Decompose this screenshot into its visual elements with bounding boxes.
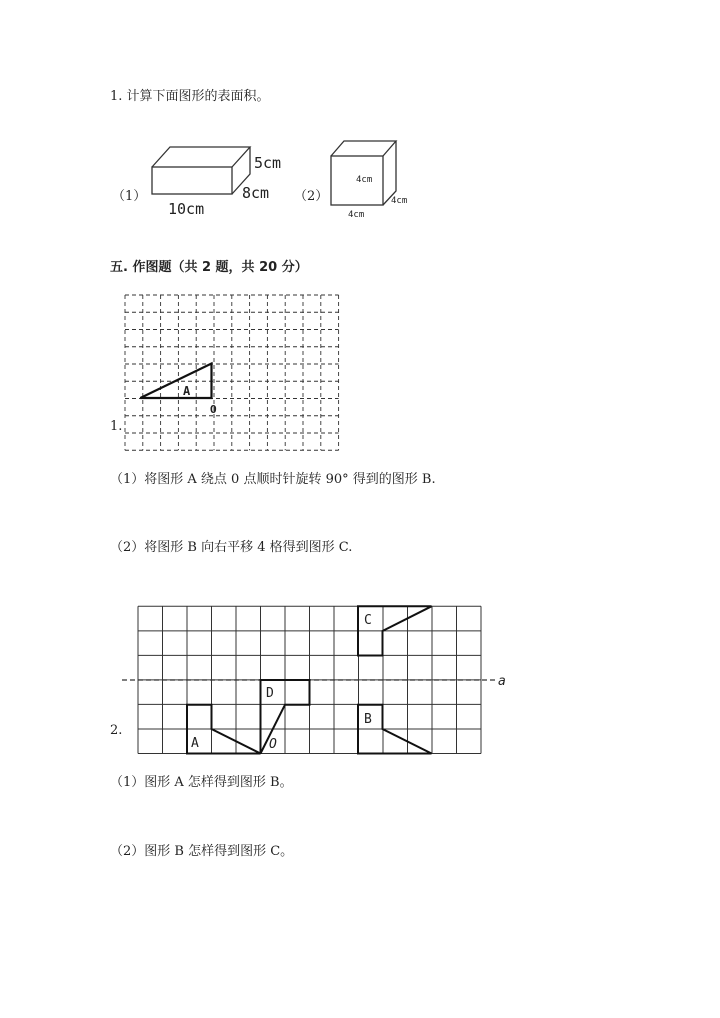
question-1-title: 1. 计算下面图形的表面积。 (110, 89, 270, 104)
cube-bottom-label: 4cm (348, 210, 365, 220)
point-o-label: O (210, 403, 217, 416)
problem-2-question-2: （2）图形 B 怎样得到图形 C。 (110, 844, 294, 859)
shape-a-label: A (183, 384, 191, 398)
problem-1-dashed-grid (125, 295, 335, 450)
shape-a-label: A (191, 736, 199, 751)
shape-b-label: B (364, 712, 372, 727)
axis-a-label: a (498, 674, 506, 689)
sub-question-2-label: （2） (294, 189, 329, 204)
cuboid-width-label: 8cm (242, 184, 270, 202)
problem-2-number: 2. (110, 723, 123, 738)
problem-1-number: 1. (110, 419, 123, 434)
shape-c-label: C (364, 613, 372, 628)
cube-figure (325, 135, 425, 225)
problem-2-grid (120, 600, 520, 762)
point-o-label: O (269, 737, 277, 752)
problem-1-question-2: （2）将图形 B 向右平移 4 格得到图形 C. (110, 540, 353, 555)
cuboid-length-label: 10cm (168, 200, 205, 218)
cuboid-height-label: 5cm (254, 154, 282, 172)
cuboid-figure (148, 140, 318, 222)
section-5-heading: 五. 作图题（共 2 题，共 20 分） (110, 260, 308, 275)
shape-d-label: D (266, 686, 274, 701)
problem-1-question-1: （1）将图形 A 绕点 0 点顺时针旋转 90° 得到的图形 B. (110, 472, 436, 487)
shape-a-triangle (140, 364, 211, 399)
cube-side-label: 4cm (391, 196, 408, 206)
cube-front-label: 4cm (356, 175, 373, 185)
sub-question-1-label: （1） (112, 189, 147, 204)
problem-2-question-1: （1）图形 A 怎样得到图形 B。 (110, 775, 293, 790)
